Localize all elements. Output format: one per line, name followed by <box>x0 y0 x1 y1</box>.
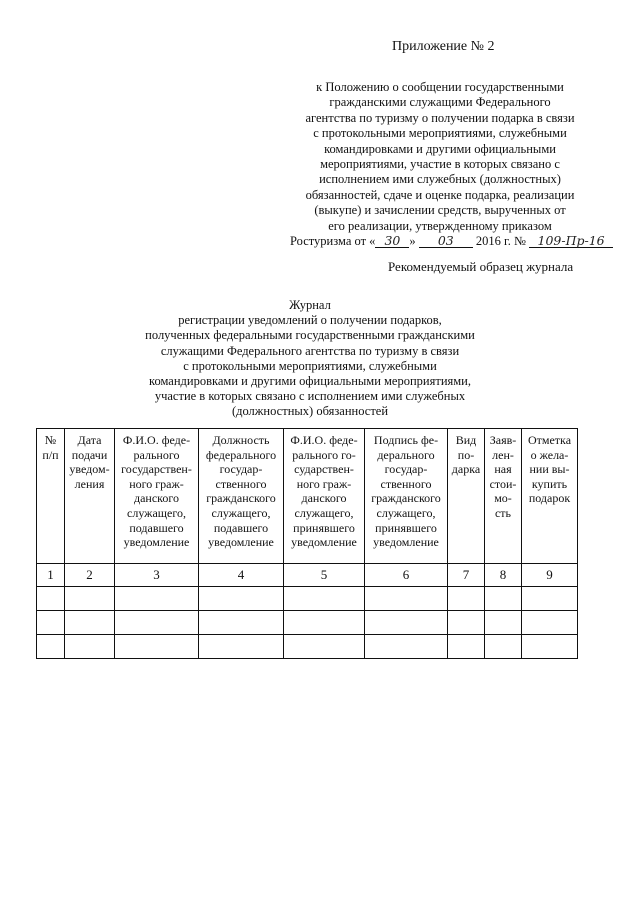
table-cell[interactable] <box>448 611 485 635</box>
appendix-text-line: обязанностей, сдаче и оценке подарка, реализации <box>305 187 575 202</box>
appendix-text-line: (выкупе) и зачислении средств, вырученных от <box>314 203 566 218</box>
column-header-text: купить <box>531 476 568 491</box>
column-number: 3 <box>115 564 199 587</box>
table-cell[interactable] <box>115 635 199 659</box>
table-cell[interactable] <box>37 611 65 635</box>
table-row <box>37 611 578 635</box>
column-header-text: п/п <box>42 447 59 462</box>
column-header-text: сударствен- <box>294 462 354 477</box>
table-cell[interactable] <box>365 587 448 611</box>
column-number: 8 <box>485 564 522 587</box>
column-header-text: уведомление <box>373 535 439 550</box>
table-row <box>37 587 578 611</box>
table-cell[interactable] <box>522 587 578 611</box>
column-number: 9 <box>522 564 578 587</box>
column-header-text: уведомление <box>291 535 357 550</box>
table-cell[interactable] <box>522 611 578 635</box>
column-header-2 <box>65 429 115 564</box>
column-header-text: гражданского <box>371 491 441 506</box>
table-cell[interactable] <box>199 611 284 635</box>
journal-title-line: регистрации уведомлений о получении подарков, <box>178 313 442 328</box>
order-close-quote: » <box>409 234 416 249</box>
column-header-text: Дата <box>77 433 102 447</box>
table-cell[interactable] <box>485 611 522 635</box>
journal-title-line: командировками и другими официальными мероприятиями, <box>149 374 471 389</box>
column-header-9 <box>522 429 578 564</box>
column-header-text: служащего, <box>376 505 436 520</box>
column-header-text: данского <box>301 491 347 506</box>
appendix-text-line: к Положению о сообщении государственными <box>316 80 564 94</box>
column-header-text: принявшего <box>293 520 355 535</box>
table-cell[interactable] <box>115 611 199 635</box>
appendix-text-line: мероприятиями, участие в которых связано с <box>320 157 560 172</box>
column-number: 5 <box>284 564 365 587</box>
column-number: 4 <box>199 564 284 587</box>
table-cell[interactable] <box>522 635 578 659</box>
table-cell[interactable] <box>115 587 199 611</box>
column-header-text: служащего, <box>127 505 186 520</box>
column-header-text: ления <box>74 476 105 491</box>
column-header-text: мо- <box>494 491 512 506</box>
column-header-text: Отметка <box>527 433 572 447</box>
appendix-text-line: его реализации, утвержденному приказом <box>328 218 552 233</box>
column-header-text: Заяв- <box>489 433 517 447</box>
column-header-text: дерального <box>377 447 435 462</box>
column-number: 6 <box>365 564 448 587</box>
table-cell[interactable] <box>65 611 115 635</box>
table-cell[interactable] <box>37 635 65 659</box>
column-header-text: сть <box>494 505 512 520</box>
table-cell[interactable] <box>365 635 448 659</box>
column-header-text: подарок <box>528 491 571 506</box>
journal-title-line: (должностных) обязанностей <box>231 404 389 419</box>
column-header-text: рального го- <box>292 447 356 462</box>
column-header-text: уведом- <box>69 462 110 477</box>
table-cell[interactable] <box>199 587 284 611</box>
column-header-3 <box>115 429 199 564</box>
column-header-text: Должность <box>212 433 270 447</box>
appendix-text-line: с протокольными мероприятиями, служебными <box>313 126 567 141</box>
column-header-text: уведомление <box>208 535 274 550</box>
column-header-text: служащего, <box>211 505 271 520</box>
column-header-text: данского <box>133 491 180 506</box>
column-header-text: федерального <box>205 447 277 462</box>
column-header-1 <box>37 429 65 564</box>
column-header-text: рального <box>133 447 180 462</box>
table-cell[interactable] <box>65 587 115 611</box>
column-header-6 <box>365 429 448 564</box>
column-header-text: принявшего <box>375 520 437 535</box>
recommended-sample-label: Рекомендуемый образец журнала <box>388 259 574 274</box>
table-cell[interactable] <box>199 635 284 659</box>
column-number: 2 <box>65 564 115 587</box>
column-header-text: подавшего <box>129 520 184 535</box>
appendix-text-line: исполнением ими служебных (должностных) <box>319 172 561 187</box>
journal-title-block <box>130 298 490 420</box>
journal-title-line: служащими Федерального агентства по туризму в связи <box>160 343 460 358</box>
column-header-7 <box>448 429 485 564</box>
column-header-text: гражданского <box>206 491 276 506</box>
journal-title-line: с протокольными мероприятиями, служебными <box>183 358 437 373</box>
table-cell[interactable] <box>448 635 485 659</box>
column-header-8 <box>485 429 522 564</box>
column-header-4 <box>199 429 284 564</box>
table-cell[interactable] <box>37 587 65 611</box>
journal-table <box>36 428 578 659</box>
column-header-text: лен- <box>492 447 514 462</box>
table-header-row <box>37 429 578 564</box>
column-number: 1 <box>37 564 65 587</box>
appendix-text-line: агентства по туризму о получении подарка в связи <box>305 110 575 125</box>
appendix-title: Приложение № 2 <box>392 39 495 54</box>
journal-title-line: Журнал <box>289 298 331 312</box>
column-header-text: стои- <box>489 476 517 491</box>
handwritten-day: 30 <box>375 234 409 248</box>
table-cell[interactable] <box>284 587 365 611</box>
column-header-text: подачи <box>71 447 108 462</box>
table-cell[interactable] <box>365 611 448 635</box>
column-header-text: ственного <box>215 476 267 491</box>
column-number-row <box>37 564 578 587</box>
appendix-text-line: гражданскими служащими Федерального <box>329 95 551 110</box>
table-cell[interactable] <box>448 587 485 611</box>
column-header-text: государствен- <box>121 462 192 477</box>
column-header-text: государ- <box>219 462 263 477</box>
order-year: 2016 г. № <box>472 234 530 249</box>
column-header-text: Подпись фе- <box>373 433 439 447</box>
table-cell[interactable] <box>485 635 522 659</box>
column-header-text: подавшего <box>213 520 269 535</box>
column-header-text: Ф.И.О. феде- <box>290 433 358 447</box>
order-prefix: Ростуризма от « <box>290 234 376 249</box>
handwritten-order-number: 109-Пр-16 <box>529 234 613 248</box>
column-header-5 <box>284 429 365 564</box>
table-cell[interactable] <box>284 635 365 659</box>
journal-title-line: полученных федеральными государственными гражданскими <box>145 328 475 343</box>
column-header-text: дарка <box>451 462 481 477</box>
column-header-text: нии вы- <box>529 462 570 477</box>
column-header-text: ная <box>494 462 512 477</box>
column-header-text: государ- <box>384 462 428 477</box>
journal-title-line: участие в которых связано с исполнением ими служебных <box>154 389 466 404</box>
column-header-text: уведомление <box>123 535 190 550</box>
column-header-text: по- <box>457 447 475 462</box>
column-header-text: № <box>44 433 57 447</box>
column-header-text: ного граж- <box>296 476 352 491</box>
column-header-text: ного граж- <box>129 476 184 491</box>
appendix-text-line: командировками и другими официальными <box>324 141 556 156</box>
column-header-text: ственного <box>380 476 432 491</box>
handwritten-month: 03 <box>419 234 473 248</box>
column-header-text: Вид <box>455 433 477 447</box>
column-header-text: Ф.И.О. феде- <box>122 433 191 447</box>
order-reference <box>290 233 605 249</box>
table-cell[interactable] <box>65 635 115 659</box>
appendix-reference <box>290 80 605 249</box>
table-cell[interactable] <box>284 611 365 635</box>
table-row <box>37 635 578 659</box>
column-header-text: о жела- <box>530 447 569 462</box>
table-cell[interactable] <box>485 587 522 611</box>
column-header-text: служащего, <box>294 505 354 520</box>
column-number: 7 <box>448 564 485 587</box>
